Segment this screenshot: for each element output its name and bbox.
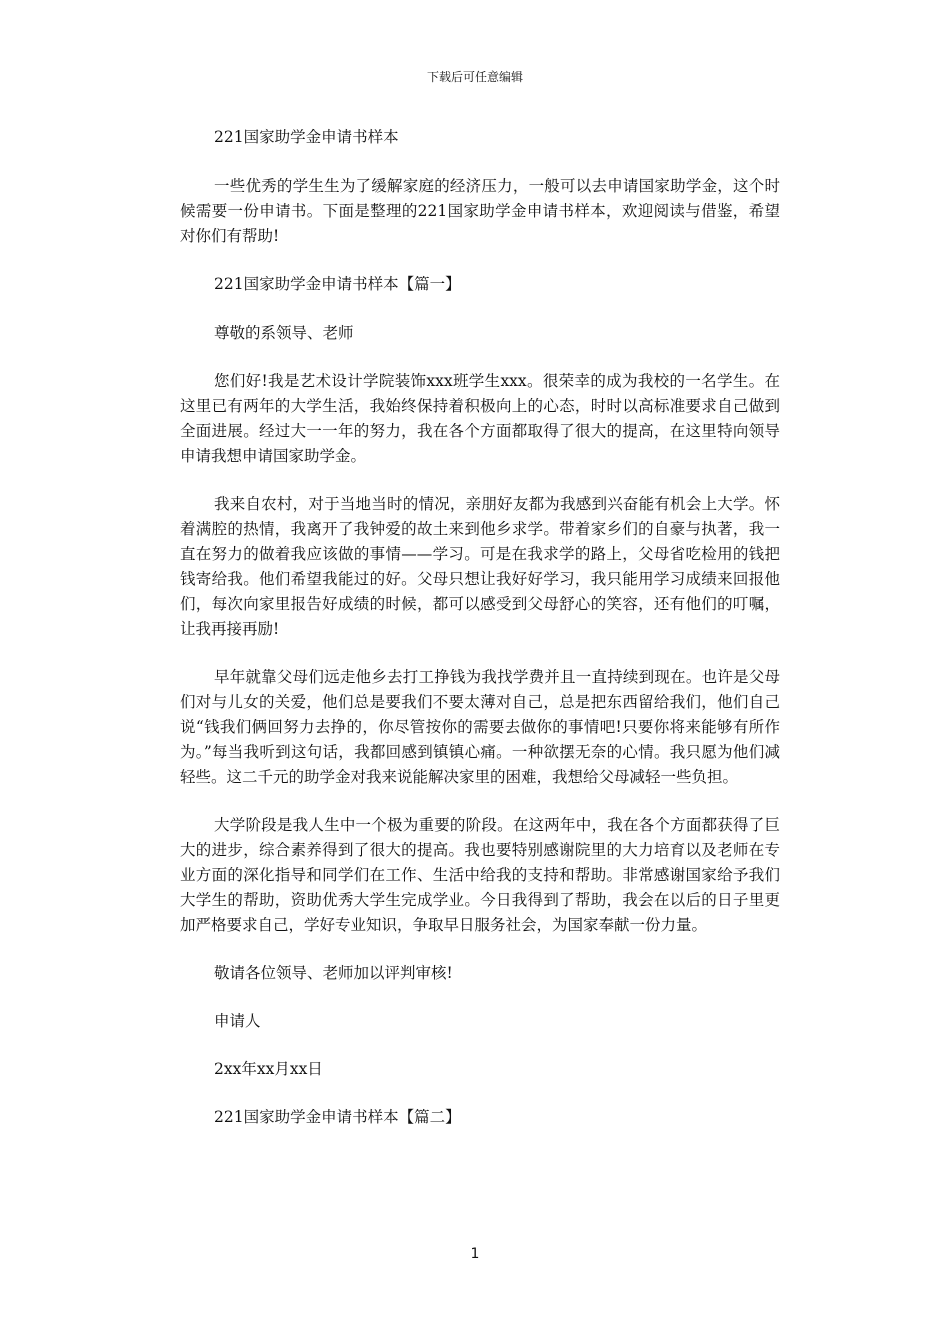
- date-line: 2xx年xx月xx日: [214, 1060, 323, 1078]
- applicant-label: 申请人: [214, 1012, 261, 1030]
- closing-line: 敬请各位领导、老师加以评判审核!: [214, 964, 453, 982]
- body-paragraph: 大学阶段是我人生中一个极为重要的阶段。在这两年中，我在各个方面都获得了巨大的进步，综合素养得到了很大的提高。我也要特别感谢院里的大力培育以及老师在专业方面的深化指导和同学们在工作、生活中给我的支持和帮助。非常感谢国家给予我们大学生的帮助，资助优秀大学生完成学业。今日我得到了帮助，我会在以后的日子里更加严格要求自己，学好专业知识，争取早日服务社会，为国家奉献一份力量。: [180, 816, 780, 934]
- body-paragraph: 早年就靠父母们远走他乡去打工挣钱为我找学费并且一直持续到现在。也许是父母们对与儿女的关爱，他们总是要我们不要太薄对自己，总是把东西留给我们，他们自己说“钱我们俩回努力去挣的，你尽管按你的需要去做你的事情吧!只要你将来能够有所作为。”每当我听到这句话，我都回感到镇镇心痛。一种欲摆无奈的心情。我只愿为他们减轻些。这二千元的助学金对我来说能解决家里的困难，我想给父母减轻一些负担。: [180, 668, 780, 786]
- body-paragraph: 您们好!我是艺术设计学院装饰xxx班学生xxx。很荣幸的成为我校的一名学生。在这里已有两年的大学生活，我始终保持着积极向上的心态，时时以高标准要求自己做到全面进展。经过大一一年的努力，我在各个方面都取得了很大的提高，在这里特向领导申请我想申请国家助学金。: [180, 372, 780, 465]
- document-title: 221国家助学金申请书样本: [214, 128, 399, 146]
- intro-paragraph: 一些优秀的学生生为了缓解家庭的经济压力，一般可以去申请国家助学金，这个时候需要一份申请书。下面是整理的221国家助学金申请书样本，欢迎阅读与借鉴，希望对你们有帮助!: [180, 177, 780, 245]
- document-body: [180, 125, 780, 1154]
- salutation: 尊敬的系领导、老师: [214, 324, 354, 342]
- section-title-2: 221国家助学金申请书样本【篇二】: [214, 1108, 461, 1126]
- header-note: 下载后可任意编辑: [426, 70, 523, 84]
- section-title-1: 221国家助学金申请书样本【篇一】: [214, 275, 461, 293]
- body-paragraph: 我来自农村，对于当地当时的情况，亲朋好友都为我感到兴奋能有机会上大学。怀着满腔的热情，我离开了我钟爱的故土来到他乡求学。带着家乡们的自豪与执著，我一直在努力的做着我应该做的事情——学习。可是在我求学的路上，父母省吃检用的钱把钱寄给我。他们希望我能过的好。父母只想让我好好学习，我只能用学习成绩来回报他们，每次向家里报告好成绩的时候，都可以感受到父母舒心的笑容，还有他们的叮嘱，让我再接再励!: [180, 495, 780, 638]
- page-number: 1: [470, 1246, 480, 1262]
